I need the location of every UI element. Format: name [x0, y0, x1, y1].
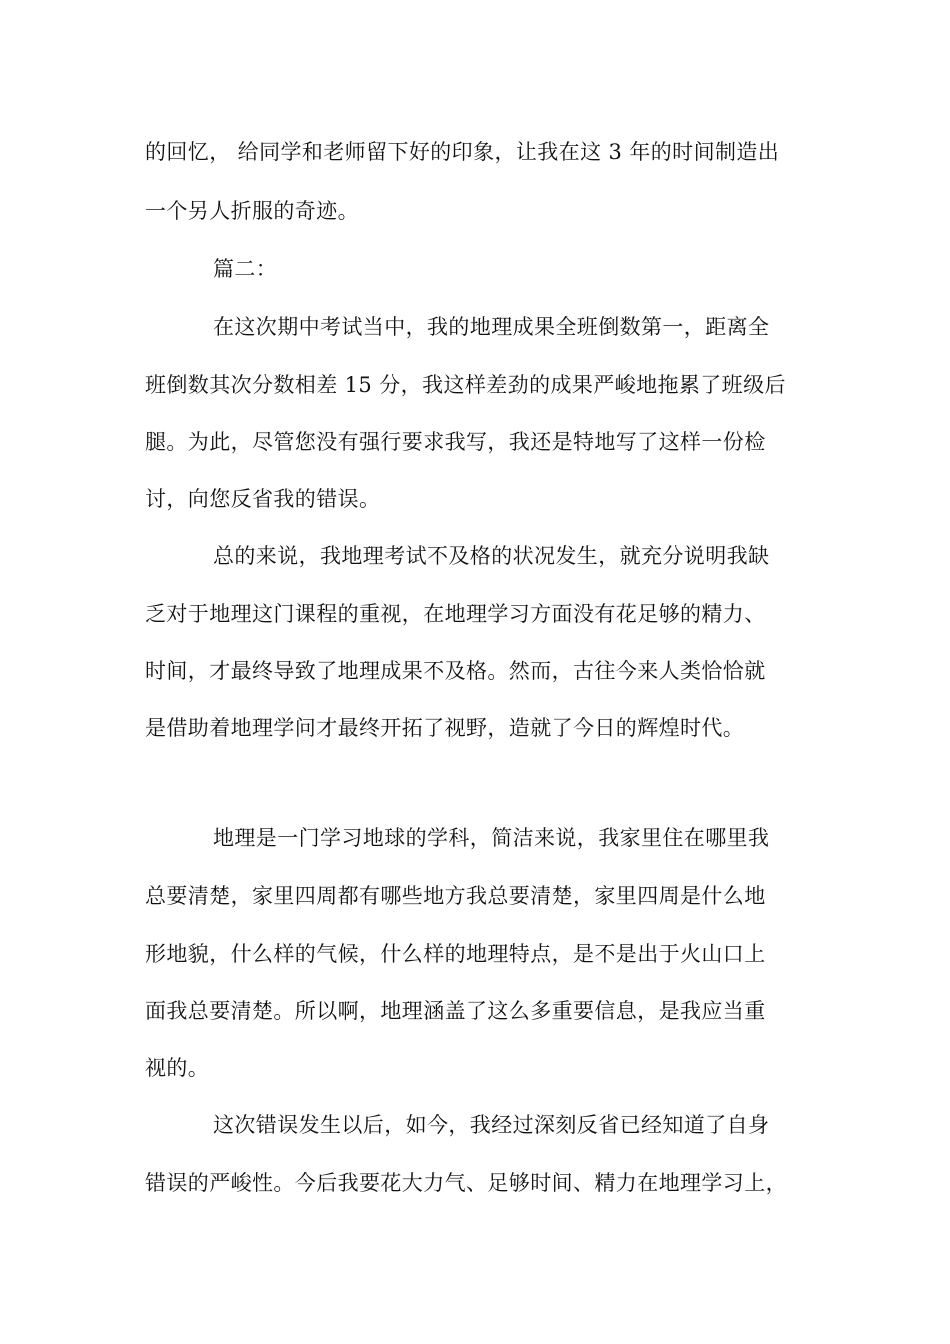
text-line: 在这次期中考试当中，我的地理成果全班倒数第一，距离全	[213, 315, 770, 339]
text-line: 时间，才最终导致了地理成果不及格。然而，古往今来人类恰恰就	[145, 659, 766, 683]
text-line: 讨，向您反省我的错误。	[145, 487, 381, 511]
text-line: 班倒数其次分数相差 15 分，我这样差劲的成果严峻地拖累了班级后	[145, 373, 786, 397]
text-line: 的回忆， 给同学和老师留下好的印象，让我在这 3 年的时间制造出	[145, 140, 780, 164]
text-line: 形地貌，什么样的气候，什么样的地理特点，是不是出于火山口上	[145, 942, 766, 966]
text-line: 错误的严峻性。今后我要花大力气、足够时间、精力在地理学习上，	[145, 1171, 787, 1195]
text-line: 腿。为此，尽管您没有强行要求我写，我还是特地写了这样一份检	[145, 430, 766, 454]
text-line: 地理是一门学习地球的学科，简洁来说，我家里住在哪里我	[213, 826, 770, 850]
text-line: 总的来说，我地理考试不及格的状况发生，就充分说明我缺	[213, 544, 770, 568]
text-line: 面我总要清楚。所以啊，地理涵盖了这么多重要信息，是我应当重	[145, 999, 766, 1023]
text-line: 这次错误发生以后，如今，我经过深刻反省已经知道了自身	[213, 1113, 770, 1137]
text-line: 是借助着地理学问才最终开拓了视野，造就了今日的辉煌时代。	[145, 716, 745, 740]
text-line: 总要清楚，家里四周都有哪些地方我总要清楚，家里四周是什么地	[145, 884, 766, 908]
text-line: 一个另人折服的奇迹。	[145, 199, 359, 223]
section-heading: 篇二：	[213, 257, 278, 281]
text-line: 乏对于地理这门课程的重视，在地理学习方面没有花足够的精力、	[145, 602, 766, 626]
text-line: 视的。	[145, 1056, 210, 1080]
